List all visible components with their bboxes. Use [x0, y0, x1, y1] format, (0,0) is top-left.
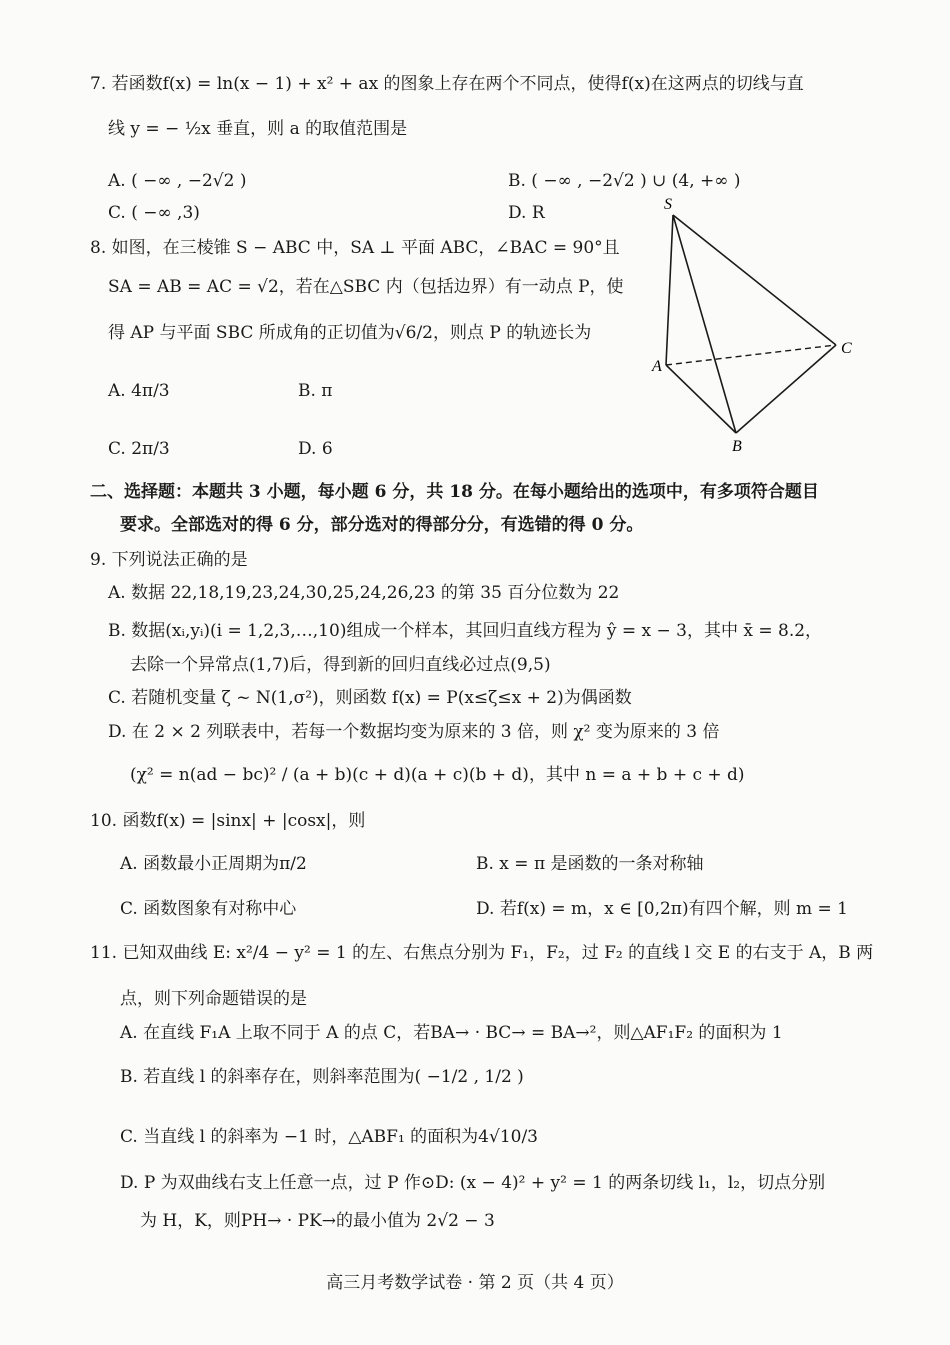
q10-option-d: D. 若f(x) = m，x ∈ [0,2π)有四个解，则 m = 1	[476, 899, 848, 919]
q9-stem: 9. 下列说法正确的是	[90, 550, 248, 570]
q11-option-c: C. 当直线 l 的斜率为 −1 时，△ABF₁ 的面积为4√10/3	[120, 1127, 539, 1147]
q11-option-d-line1: D. P 为双曲线右支上任意一点，过 P 作⊙D: (x − 4)² + y² = 1 的两条切线 l₁，l₂，切点分别	[120, 1173, 826, 1193]
q11-stem-line1: 11. 已知双曲线 E: x²/4 − y² = 1 的左、右焦点分别为 F₁，F₂，过 F₂ 的直线 l 交 E 的右支于 A，B 两	[90, 943, 874, 963]
q7-option-c: C. ( −∞ ,3)	[108, 203, 200, 223]
q8-stem-line2: SA = AB = AC = √2，若在△SBC 内（包括边界）有一动点 P，使	[108, 277, 624, 297]
q8-option-b: B. π	[298, 381, 333, 401]
pyramid-figure	[648, 195, 870, 465]
q10-stem: 10. 函数f(x) = |sinx| + |cosx|，则	[90, 811, 366, 831]
label-a: A	[652, 358, 662, 375]
q11-option-b: B. 若直线 l 的斜率存在，则斜率范围为( −1/2 , 1/2 )	[120, 1067, 524, 1087]
q7-option-d: D. R	[508, 203, 545, 223]
q10-option-a: A. 函数最小正周期为π/2	[120, 854, 307, 874]
q7-stem-line2: 线 y = − ½x 垂直，则 a 的取值范围是	[108, 119, 408, 139]
label-s: S	[664, 196, 672, 213]
q8-stem-line3: 得 AP 与平面 SBC 所成角的正切值为√6/2，则点 P 的轨迹长为	[108, 323, 592, 343]
edge-ac-hidden	[666, 345, 836, 365]
q9-option-b-line1: B. 数据(xᵢ,yᵢ)(i = 1,2,3,…,10)组成一个样本，其回归直线方程为 ŷ = x − 3，其中 x̄ = 8.2，	[108, 621, 823, 641]
q10-option-c: C. 函数图象有对称中心	[120, 899, 297, 919]
q11-option-a: A. 在直线 F₁A 上取不同于 A 的点 C，若BA→ · BC→ = BA→²，则△AF₁F₂ 的面积为 1	[120, 1023, 783, 1043]
edge-sa	[666, 215, 673, 365]
q8-option-c: C. 2π/3	[108, 439, 170, 459]
q7-option-a: A. ( −∞ , −2√2 )	[108, 171, 247, 191]
q9-option-b-line2: 去除一个异常点(1,7)后，得到新的回归直线必过点(9,5)	[130, 655, 551, 675]
label-c: C	[841, 340, 852, 357]
q9-option-c: C. 若随机变量 ζ ~ N(1,σ²)，则函数 f(x) = P(x≤ζ≤x + 2)为偶函数	[108, 688, 632, 708]
q9-option-d-line1: D. 在 2 × 2 列联表中，若每一个数据均变为原来的 3 倍，则 χ² 变为原来的 3 倍	[108, 722, 720, 742]
edge-sb	[673, 215, 736, 433]
q8-option-d: D. 6	[298, 439, 333, 459]
section2-heading-line2: 要求。全部选对的得 6 分，部分选对的得部分分，有选错的得 0 分。	[120, 515, 644, 535]
q11-stem-line2: 点，则下列命题错误的是	[120, 989, 307, 1009]
q9-option-a: A. 数据 22,18,19,23,24,30,25,24,26,23 的第 35 百分位数为 22	[108, 583, 620, 603]
q8-option-a: A. 4π/3	[108, 381, 170, 401]
label-b: B	[732, 438, 742, 455]
page-footer: 高三月考数学试卷 · 第 2 页（共 4 页）	[326, 1273, 624, 1293]
q7-option-b: B. ( −∞ , −2√2 ) ∪ (4, +∞ )	[508, 171, 741, 191]
q11-option-d-line2: 为 H，K，则PH→ · PK→的最小值为 2√2 − 3	[140, 1211, 495, 1231]
q10-option-b: B. x = π 是函数的一条对称轴	[476, 854, 704, 874]
section2-heading-line1: 二、选择题：本题共 3 小题，每小题 6 分，共 18 分。在每小题给出的选项中，有多项符合题目	[90, 482, 819, 502]
q7-stem-line1: 7. 若函数f(x) = ln(x − 1) + x² + ax 的图象上存在两个不同点，使得f(x)在这两点的切线与直	[90, 74, 804, 94]
q8-stem-line1: 8. 如图，在三棱锥 S − ABC 中，SA ⊥ 平面 ABC，∠BAC = 90°且	[90, 238, 620, 258]
edge-sc	[673, 215, 836, 345]
edge-bc	[736, 345, 836, 433]
q9-option-d-line2: (χ² = n(ad − bc)² / (a + b)(c + d)(a + c)(b + d)，其中 n = a + b + c + d)	[130, 765, 745, 785]
